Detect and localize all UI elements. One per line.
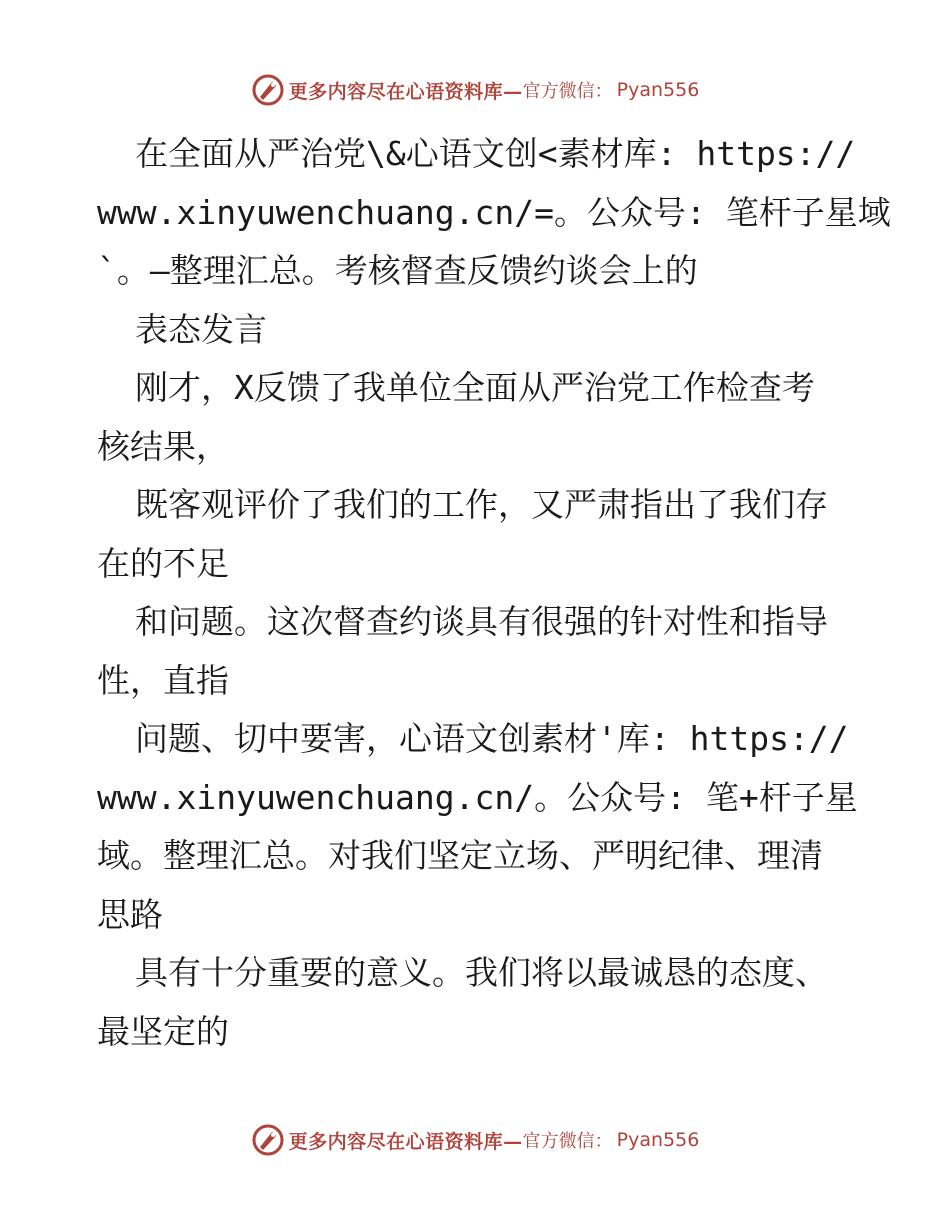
body-line: www.xinyuwenchuang.cn/。公众号: 笔+杆子星 bbox=[97, 777, 858, 817]
banner-wechat-label: 官方微信： bbox=[522, 81, 613, 102]
banner-brand: 更多内容尽在心语资料库— bbox=[288, 1130, 523, 1153]
body-line: 思路 bbox=[97, 894, 163, 934]
banner-wechat-id: Pyan556 bbox=[616, 79, 700, 101]
banner-wechat-label: 官方微信： bbox=[522, 1131, 613, 1152]
body-line: 在全面从严治党\&心语文创<素材库: https:// bbox=[135, 134, 856, 173]
body-line: 域。整理汇总。对我们坚定立场、严明纪律、理清 bbox=[97, 836, 823, 875]
pen-nib-icon bbox=[251, 73, 285, 107]
banner-wechat-id: Pyan556 bbox=[616, 1129, 700, 1151]
header-banner bbox=[0, 70, 950, 110]
body-line: 既客观评价了我们的工作，又严肃指出了我们存 bbox=[135, 485, 828, 524]
body-line: `。—整理汇总。考核督查反馈约谈会上的 bbox=[97, 251, 698, 290]
banner-brand: 更多内容尽在心语资料库— bbox=[288, 80, 523, 103]
body-line: 最坚定的 bbox=[97, 1011, 229, 1051]
document-title: 表态发言 bbox=[135, 309, 267, 349]
body-line: 刚才，X反馈了我单位全面从严治党工作检查考 bbox=[135, 368, 815, 407]
pen-nib-icon bbox=[251, 1123, 285, 1157]
body-line: 和问题。这次督查约谈具有很强的针对性和指导 bbox=[135, 602, 828, 641]
body-line: 问题、切中要害，心语文创素材'库: https:// bbox=[135, 719, 849, 758]
document-body bbox=[97, 125, 891, 1061]
footer-banner bbox=[0, 1120, 950, 1160]
body-line: 具有十分重要的意义。我们将以最诚恳的态度、 bbox=[135, 953, 828, 992]
body-line: 性，直指 bbox=[97, 660, 229, 700]
body-line: www.xinyuwenchuang.cn/=。公众号: 笔杆子星域 bbox=[97, 192, 891, 232]
body-line: 核结果， bbox=[97, 426, 229, 466]
body-line: 在的不足 bbox=[97, 543, 229, 583]
